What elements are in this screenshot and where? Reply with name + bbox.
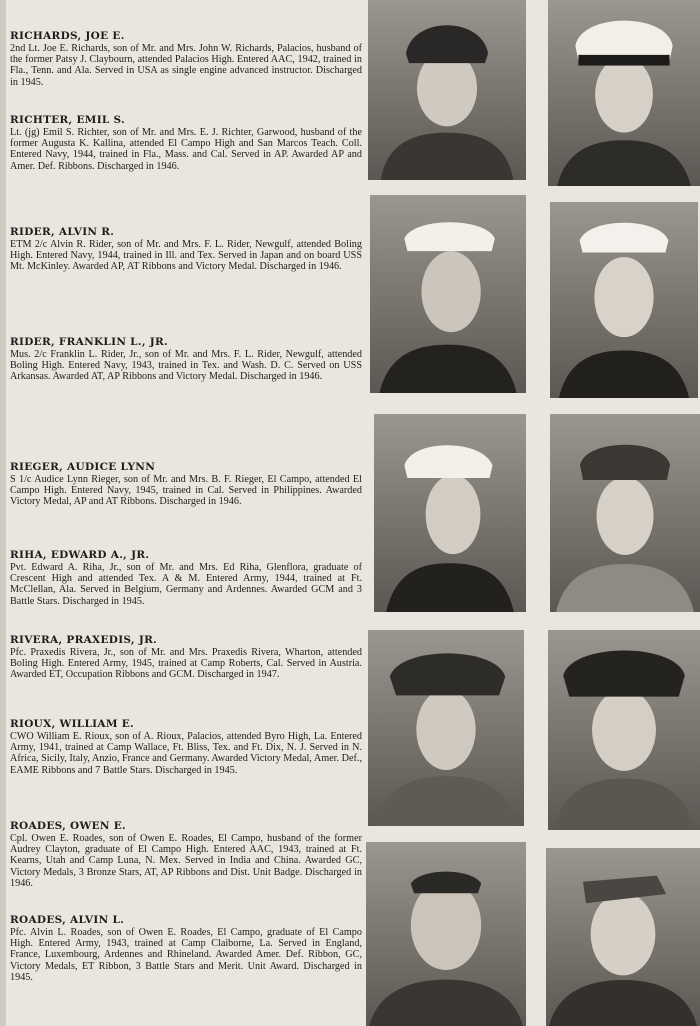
portrait-silhouette	[550, 414, 700, 612]
entry-bio: ETM 2/c Alvin R. Rider, son of Mr. and Mrs. F. L. Rider, Newgulf, attended Boling High. Entered Navy, 1944, trained in Ill. and Tex. Served in Japan and on board USS Mt. McKinley. Awarded AP, AT Ribbons and Victory Medal. Discharged in 1946.	[10, 239, 362, 273]
entry-roades-owen	[10, 820, 362, 889]
entry-name: RIDER, FRANKLIN L., JR.	[10, 336, 168, 348]
entry-bio: CWO William E. Rioux, son of A. Rioux, Palacios, attended Byro High, La. Entered Army, 1941, trained at Camp Wallace, Ft. Bliss, Tex. and Ft. Dix, N. J. Served in N. Africa, Sicily, Italy, Anzio, France and Germany. Awarded Victory Medal, Amer. Def., EAME Ribbons and 7 Battle Stars. Discharged in 1945.	[10, 731, 362, 776]
entry-rider-franklin	[10, 336, 362, 383]
portrait-silhouette	[368, 630, 524, 826]
portrait-silhouette	[546, 848, 700, 1026]
entry-name: ROADES, OWEN E.	[10, 820, 127, 832]
entry-rivera-praxedis	[10, 634, 362, 681]
entry-bio: Cpl. Owen E. Roades, son of Owen E. Roades, El Campo, husband of the former Audrey Clayton, graduate of El Campo High. Entered AAC, 1943, trained at Ft. Kearns, Utah and Camp Luna, N. Mex. Served in India and China. Awarded GC, Victory Medals, 3 Bronze Stars, AT, AP Ribbons and Dist. Unit Badge. Discharged in 1946.	[10, 833, 362, 889]
entry-riha-edward	[10, 549, 362, 607]
entry-richter-emil	[10, 114, 362, 172]
portrait-photo	[366, 842, 526, 1026]
entry-name: ROADES, ALVIN L.	[10, 914, 125, 926]
entry-bio: Pvt. Edward A. Riha, Jr., son of Mr. and Mrs. Ed Riha, Glenflora, graduate of Crescent High and attended Tex. A & M. Entered Army, 1944, trained at Ft. McClellan, Ala. Served in Belgium, Germany and Ardennes. Awarded GCM and 3 Battle Stars. Discharged in 1945.	[10, 562, 362, 607]
entry-name: RIOUX, WILLIAM E.	[10, 718, 134, 730]
portrait-photo	[546, 848, 700, 1026]
entry-name: RIHA, EDWARD A., JR.	[10, 549, 150, 561]
entry-name: RICHTER, EMIL S.	[10, 114, 126, 126]
biography-column	[10, 0, 362, 1026]
portrait-photo	[370, 195, 526, 393]
portrait-silhouette	[370, 195, 526, 393]
entry-roades-alvin	[10, 914, 362, 983]
portrait-silhouette	[548, 630, 700, 830]
portrait-photo	[550, 202, 698, 398]
page-binding	[0, 0, 6, 1026]
portrait-photo	[368, 0, 526, 180]
portrait-photo	[550, 414, 700, 612]
portrait-photo	[374, 414, 526, 612]
entry-bio: S 1/c Audice Lynn Rieger, son of Mr. and Mrs. B. F. Rieger, El Campo, attended El Campo High. Entered Navy, 1945, trained in Cal. Served in Philippines. Awarded Victory Medal, AP and AT Ribbons. Discharged in 1946.	[10, 474, 362, 508]
portrait-silhouette	[368, 0, 526, 180]
portrait-silhouette	[366, 842, 526, 1026]
entry-bio: Mus. 2/c Franklin L. Rider, Jr., son of Mr. and Mrs. F. L. Rider, Newgulf, attended Boling High. Entered Navy, 1943, trained in Tex. and Wash. D. C. Served on USS Arkansas. Awarded AT, AP Ribbons and Victory Medal. Discharged in 1946.	[10, 349, 362, 383]
entry-name: RICHARDS, JOE E.	[10, 30, 125, 42]
entry-name: RIEGER, AUDICE LYNN	[10, 461, 156, 473]
portrait-photo	[548, 0, 700, 186]
entry-bio: Lt. (jg) Emil S. Richter, son of Mr. and Mrs. E. J. Richter, Garwood, husband of the former Augusta K. Kallina, attended El Campo High and San Marcos Teach. Coll. Entered Navy, 1944, trained in Fla., Mass. and Cal. Served in AP. Awarded AP and Amer. Def. Ribbons. Discharged in 1946.	[10, 127, 362, 172]
entry-rider-alvin	[10, 226, 362, 273]
entry-richards-joe	[10, 30, 362, 88]
entry-bio: Pfc. Praxedis Rivera, Jr., son of Mr. and Mrs. Praxedis Rivera, Wharton, attended Boling High. Entered Army, 1945, trained at Camp Roberts, Cal. Served in Austria. Awarded ET, Occupation Ribbons and GCM. Discharged in 1947.	[10, 647, 362, 681]
entry-name: RIVERA, PRAXEDIS, JR.	[10, 634, 158, 646]
entry-name: RIDER, ALVIN R.	[10, 226, 115, 238]
portrait-silhouette	[548, 0, 700, 186]
entry-bio: 2nd Lt. Joe E. Richards, son of Mr. and Mrs. John W. Richards, Palacios, husband of the former Patsy J. Claybourn, attended Palacios High. Entered AAC, 1942, trained in Fla., Tenn. and Ala. Served in USA as single engine advanced instructor. Discharged in 1945.	[10, 43, 362, 88]
entry-rioux-william	[10, 718, 362, 776]
entry-bio: Pfc. Alvin L. Roades, son of Owen E. Roades, El Campo, graduate of El Campo High. Entered Army, 1943, trained at Camp Claiborne, La. Served in England, France, Luxembourg, Ardennes and Rhineland. Awarded Amer. Def. Ribbon, GC, Victory Medals, ET Ribbon, 3 Battle Stars and Merit. Unit Award. Discharged in 1945.	[10, 927, 362, 983]
entry-rieger-audice	[10, 461, 362, 508]
portrait-silhouette	[374, 414, 526, 612]
portrait-photo	[548, 630, 700, 830]
portrait-photo	[368, 630, 524, 826]
portrait-silhouette	[550, 202, 698, 398]
